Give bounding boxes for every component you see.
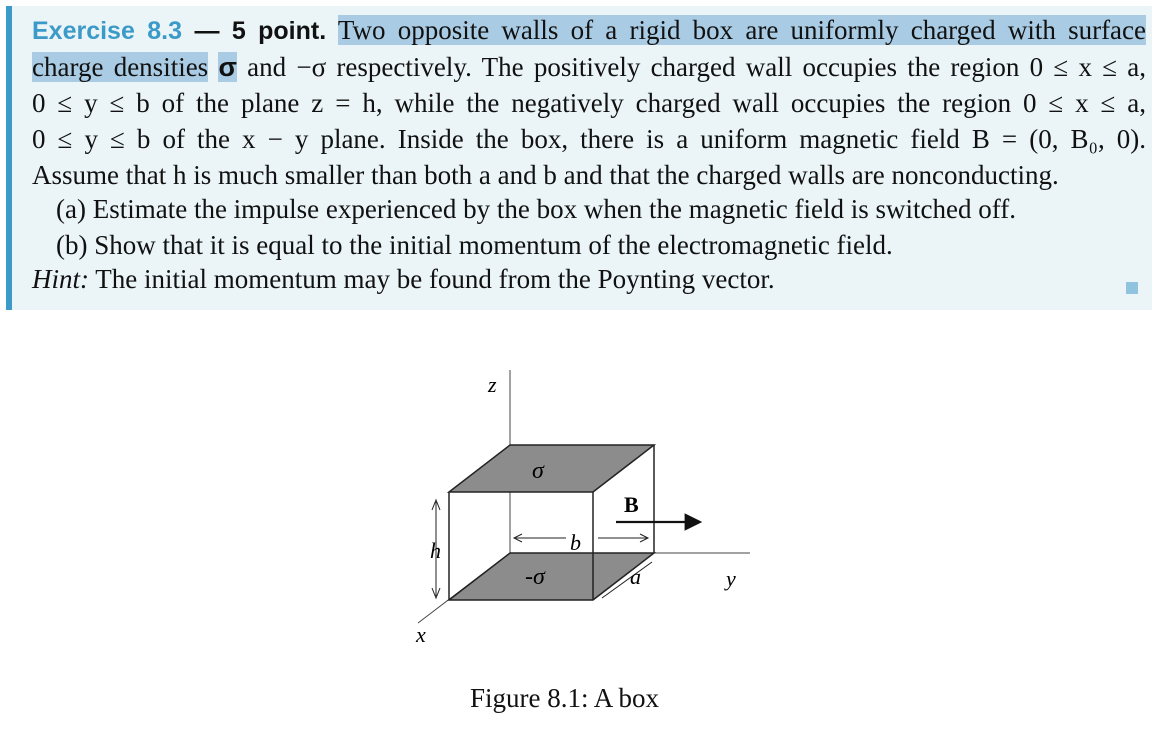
exercise-line-2-prefix: charge densities — [32, 52, 209, 82]
exercise-line-1 — [32, 12, 1146, 49]
exercise-heading — [32, 17, 326, 45]
box-figure — [390, 360, 770, 650]
top-plate — [449, 445, 654, 492]
exercise-line-2-text: and −σ respectively. The positively charged wall occupies the region 0 ≤ x ≤ a, — [247, 52, 1147, 82]
b-field-label: B — [624, 492, 639, 517]
exercise-line-4: 0 ≤ y ≤ b of the x − y plane. Inside the box, there is a uniform magnetic field B = (0, B₀, 0). — [32, 124, 1146, 154]
item-b: (b) Show that it is equal to the initial momentum of the electromagnetic field. — [56, 230, 893, 260]
sigma-top-label: σ — [532, 458, 544, 484]
hint-label: Hint: — [32, 264, 89, 294]
item-a: (a) Estimate the impulse experienced by the box when the magnetic field is switched off. — [56, 194, 1016, 224]
exercise-body — [32, 12, 1146, 193]
hint-text: The initial momentum may be found from the Poynting vector. — [95, 264, 775, 294]
b-label: b — [570, 530, 581, 555]
x-label: x — [416, 622, 426, 647]
figure-caption: Figure 8.1: A box — [470, 683, 660, 713]
hint — [32, 264, 775, 295]
exercise-line-1-text: Two opposite walls of a rigid box are uniformly charged with surface — [337, 15, 1147, 45]
exercise-line-3: 0 ≤ y ≤ b of the plane z = h, while the negatively charged wall occupies the region 0 ≤ x ≤ a, — [32, 88, 1146, 118]
y-label: y — [726, 566, 736, 591]
exercise-line-2 — [32, 49, 1146, 85]
bottom-plate — [449, 553, 654, 600]
h-label: h — [430, 538, 441, 563]
sigma-bottom-label: -σ — [525, 564, 545, 590]
sigma-symbol: σ — [218, 52, 237, 82]
a-label: a — [630, 564, 641, 589]
exercise-line-5: Assume that h is much smaller than both a and b and that the charged walls are nonconducting. — [32, 160, 1059, 190]
exercise-points: — 5 point. — [194, 17, 327, 45]
end-square-icon — [1126, 282, 1138, 294]
z-label: z — [488, 372, 497, 397]
exercise-panel — [6, 6, 1152, 310]
exercise-label: Exercise 8.3 — [32, 17, 183, 45]
